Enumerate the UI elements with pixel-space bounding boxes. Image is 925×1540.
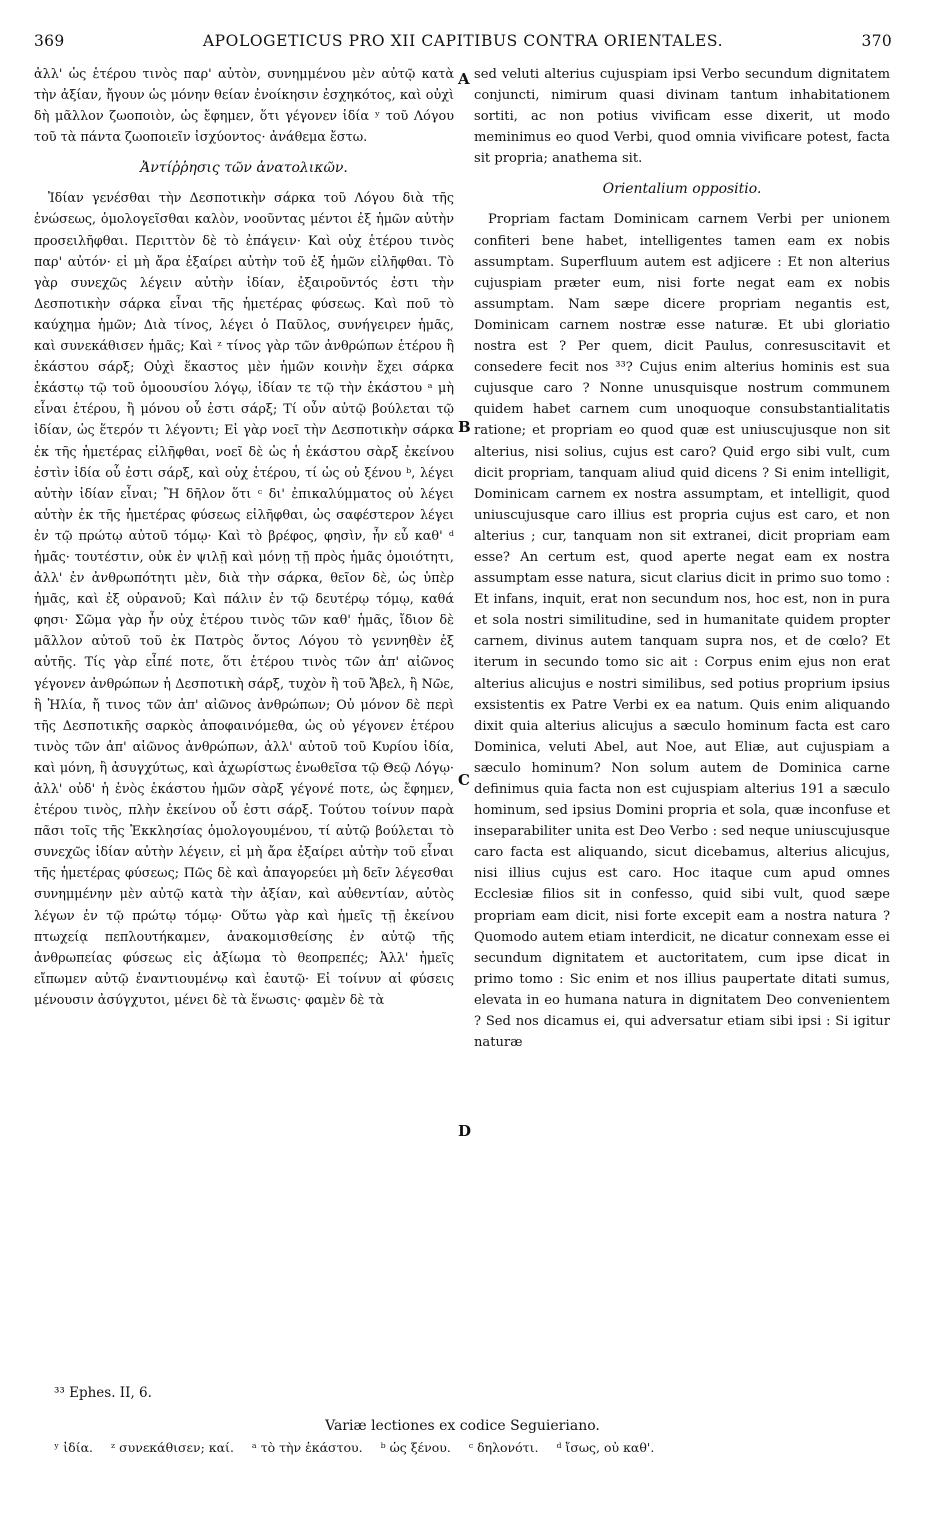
greek-intro: ἀλλ' ὡς ἑτέρου τινὸς παρ' αὐτὸν, συνημμένου μὲν αὐτῷ κατὰ τὴν ἀξίαν, ἤγουν ὡς μόνην θείαν ἐνοίκησιν ἐσχηκότος, καὶ οὐχὶ δὴ μᾶλλον ζωοποιὸν, ὡς ἔφημεν, ὅτι γέγονεν ἰδία ʸ τοῦ Λόγου τοῦ τὰ πάντα ζωοποιεῖν ἰσχύοντος· ἀνάθεμα ἔστω. <box>34 67 454 146</box>
variant-item: ᵇ ὡς ξένου. <box>380 1440 451 1455</box>
page-number-right: 370 <box>861 32 892 50</box>
footnote: ³³ Ephes. II, 6. <box>54 1385 152 1401</box>
latin-body: Propriam factam Dominicam carnem Verbi per unionem confiteri bene habet, intelligentes tamen eam ex nobis assumptam. Superfluum autem est adjicere : Et non alterius cujuspiam præter eum, nisi forte negat eam ex nobis assumptam. Nam sæpe dicere propriam negantis est, Dominicam carnem nostræ esse naturæ. Et ubi gloriatio nostra est ? Per quem, dicit Paulus, conresuscitavit et consedere fecit nos ³³? Cujus enim alterius hominis est sua cujusque caro ? Nonne unusquisque nostrum communem quidem habet carnem cum unoquoque consubstantialitatis ratione; et propriam eo quod quæ est uniuscujusque non sit alterius, nisi solius, cujus est caro? Quid ergo sibi vult, cum dicit propriam, tanquam aliud quid dicens ? Si enim intelligit, Dominicam carnem ex nostra assumptam, et intelligit, quod uniuscujusque caro illius est propria cujus est caro, et non alterius ; cur, tanquam non sit extranei, dicit propriam eam esse? An certum est, quod aperte negat eam ex nostra assumptam esse natura, sicut clarius dicit in primo suo tomo : Et infans, inquit, erat non secundum nos, hoc est, non in pura et sola nostri similitudine, sed in humanitate quidem propter carnem, divinus autem tanquam supra nos, et de cœlo? Et iterum in secundo tomo sic ait : Corpus enim ejus non erat alterius alicujus e nostri similibus, sed potius proprium ipsius exsistentis ex Patre Verbi ex ea natum. Quis enim aliquando dixit quia alterius alicujus a sæculo hominum facta est caro Dominica, veluti Abel, aut Noe, aut Eliæ, aut cujuspiam a sæculo hominum? Non solum autem de Dominica carne definimus quia facta non est cujuspiam alterius 191 a sæculo hominum, sed ipsius Domini propria et sola, quæ inconfuse et inseparabiliter unita est Deo Verbo : sed neque uniuscujusque caro facta est aliquando, sicut dicebamus, alterius alicujus, nisi illius cujus est caro. Hoc itaque cum apud omnes Ecclesiæ filios sit in confesso, quid sibi vult, quod sæpe propriam eam dicit, nisi forte excepit eam a nostra natura ? Quomodo autem etiam interdicit, ne dicatur connexam esse ei secundum dignitatem et auctoritatem, cum ipse dicat in primo tomo : Sic enim et nos illius paupertate ditati sumus, elevata in eo humana natura in dignitatem Deo convenientem ? Sed nos dicamus ei, qui adversatur etiam sibi ipsi : Si igitur naturæ <box>474 212 890 1051</box>
page-number-left: 369 <box>34 32 65 50</box>
greek-body: Ἰδίαν γενέσθαι τὴν Δεσποτικὴν σάρκα τοῦ Λόγου διὰ τῆς ἑνώσεως, ὁμολογεῖσθαι καλὸν, νοοῦντας μέντοι ἐξ ἡμῶν αὐτὴν προσειλῆφθαι. Περιττὸν δὲ τὸ ἐπάγειν· Καὶ οὐχ ἑτέρου τινὸς παρ' αὐτόν· εἰ μὴ ἄρα ἐξαίρει αὐτὴν τοῦ ἐξ ἡμῶν εἰλῆφθαι. Τὸ γὰρ συνεχῶς λέγειν αὐτὴν ἰδίαν, ἐξαιροῦντός ἐστι τὴν Δεσποτικὴν σάρκα εἶναι τῆς ἡμετέρας φύσεως. Καὶ ποῦ τὸ καύχημα ἡμῶν; Διὰ τίνος, λέγει ὁ Παῦλος, συνήγειρεν ἡμᾶς, καὶ συνεκάθισεν ἡμᾶς; Καὶ ᶻ τίνος γὰρ τῶν ἀνθρώπων ἑτέρου ἢ ἑκάστου σάρξ; Οὐχὶ ἕκαστος μὲν ἡμῶν κοινὴν ἔχει σάρκα ἑκάστῳ τῷ τοῦ ὁμοουσίου λόγῳ, ἰδίαν τε τῷ τὴν ἑκάστου ᵃ μὴ εἶναι ἑτέρου, ἢ μόνου οὗ ἐστι σάρξ; Τί οὖν αὐτῷ βούλεται τῷ ἰδίαν, ὡς ἕτερόν τι λέγοντι; Εἰ γὰρ νοεῖ τὴν Δεσποτικὴν σάρκα ἐκ τῆς ἡμετέρας εἰλῆφθαι, νοεῖ δὲ ὡς ἡ ἑκάστου σὰρξ ἐκείνου ἐστὶν ἰδία οὗ ἐστι σάρξ, καὶ οὐχ ἑτέρου, τί ὡς οὐ ξένου ᵇ, λέγει αὐτὴν ἰδίαν εἶναι; Ἢ δῆλον ὅτι ᶜ δι' ἐπικαλύμματος οὐ λέγει αὐτὴν ἐκ τῆς ἡμετέρας φύσεως εἰλῆφθαι, ὡς σαφέστερον λέγει ἐν τῷ πρώτῳ αὐτοῦ τόμῳ· Καὶ τὸ βρέφος, φησὶν, ἦν εὖ καθ' ᵈ ἡμᾶς· τουτέστιν, οὐκ ἐν ψιλῇ καὶ μόνῃ τῇ πρὸς ἡμᾶς ὁμοιότητι, ἀλλ' ἐν ἀνθρωπότητι μὲν, διὰ τὴν σάρκα, θεῖον δὲ, ὡς ὑπὲρ ἡμᾶς, καὶ ἐξ οὐρανοῦ; Καὶ πάλιν ἐν τῷ δευτέρῳ τόμῳ, καθά φησι· Σῶμα γὰρ ἦν οὐχ ἑτέρου τινὸς τῶν καθ' ἡμᾶς, ἴδιον δὲ μᾶλλον αὐτοῦ τοῦ ἐκ Πατρὸς ὄντος Λόγου τὸ γεννηθὲν ἐξ αὐτῆς. Τίς γὰρ εἶπέ ποτε, ὅτι ἑτέρου τινὸς τῶν ἀπ' αἰῶνος γέγονεν ἀνθρώπων ἡ Δεσποτικὴ σάρξ, τυχὸν ἢ τοῦ Ἄβελ, ἢ Νῶε, ἢ Ἠλία, ἤ τινος τῶν ἀπ' αἰῶνος ἀνθρώπων; Οὐ μόνον δὲ περὶ τῆς Δεσποτικῆς σαρκὸς ἀποφαινόμεθα, ὡς οὐ γέγονεν ἑτέρου τινὸς τῶν ἀπ' αἰῶνος ἀνθρώπων, ἀλλ' αὐτοῦ τοῦ Κυρίου ἰδία, καὶ μόνη, ἢ ἀσυγχύτως, καὶ ἀχωρίστως ἑνωθεῖσα τῷ Θεῷ Λόγῳ· ἀλλ' οὐδ' ἡ ἑνὸς ἑκάστου ἡμῶν σὰρξ γέγονέ ποτε, ὡς ἔφημεν, ἑτέρου τινὸς, πλὴν ἐκείνου οὗ ἐστι σάρξ. Τούτου τοίνυν παρὰ πᾶσι τοῖς τῆς Ἐκκλησίας ὁμολογουμένου, τί αὐτῷ βούλεται τὸ συνεχῶς ἰδίαν αὐτὴν λέγειν, εἰ μὴ ἄρα ἐξαίρει αὐτὴν τοῦ εἶναι τῆς ἡμετέρας φύσεως; Πῶς δὲ καὶ ἀπαγορεύει μὴ δεῖν λέγεσθαι συνημμένην μὲν αὐτῷ κατὰ τὴν ἀξίαν, καὶ αὐθεντίαν, αὐτὸς λέγων ἐν τῷ πρώτῳ τόμῳ· Οὕτω γὰρ καὶ ἡμεῖς τῇ ἐκείνου πτωχείᾳ πεπλουτήκαμεν, ἀνακομισθείσης ἐν αὐτῷ τῆς ἀνθρωπείας φύσεως εἰς ἀξίωμα τὸ θεοπρεπές; Ἀλλ' ἡμεῖς εἴπωμεν αὐτῷ ἐναντιουμένῳ καὶ ἑαυτῷ· Εἰ τοίνυν αἱ φύσεις μένουσιν ἀσύγχυτοι, μένει δὲ τὰ ἕνωσις· φαμὲν δὲ τὰ <box>34 191 454 1008</box>
variant-item: ʸ ἰδία. <box>54 1440 94 1455</box>
margin-letter-a: A <box>458 70 470 88</box>
variant-item: ᵈ ἴσως, οὐ καθ'. <box>556 1440 655 1455</box>
running-title: APOLOGETICUS PRO XII CAPITIBUS CONTRA ORIENTALES. <box>202 32 724 50</box>
latin-section-heading: Orientalium oppositio. <box>602 181 762 198</box>
variants-heading: Variæ lectiones ex codice Seguieriano. <box>325 1418 600 1434</box>
variants-list <box>54 1440 914 1455</box>
variant-item: ᶻ συνεκάθισεν; καί. <box>111 1440 234 1455</box>
running-header <box>34 32 892 58</box>
greek-section-heading: Ἀντίῤῥησις τῶν ἀνατολικῶν. <box>140 160 348 177</box>
variant-item: ᶜ δηλονότι. <box>468 1440 539 1455</box>
margin-letter-c: C <box>458 771 470 789</box>
variant-item: ᵃ τὸ τὴν ἑκάστου. <box>251 1440 363 1455</box>
latin-column <box>474 64 890 1053</box>
margin-letter-d: D <box>458 1122 472 1140</box>
greek-column <box>34 64 454 1011</box>
margin-letter-b: B <box>458 418 471 436</box>
latin-intro: sed veluti alterius cujuspiam ipsi Verbo secundum dignitatem conjuncti, nimirum quasi divinam tantum inhabitationem sortiti, ac non potius vivificam esse dixerit, ut modo meminimus eo quod Verbi, quod omnia vivificare potest, facta sit propria; anathema sit. <box>474 67 890 167</box>
